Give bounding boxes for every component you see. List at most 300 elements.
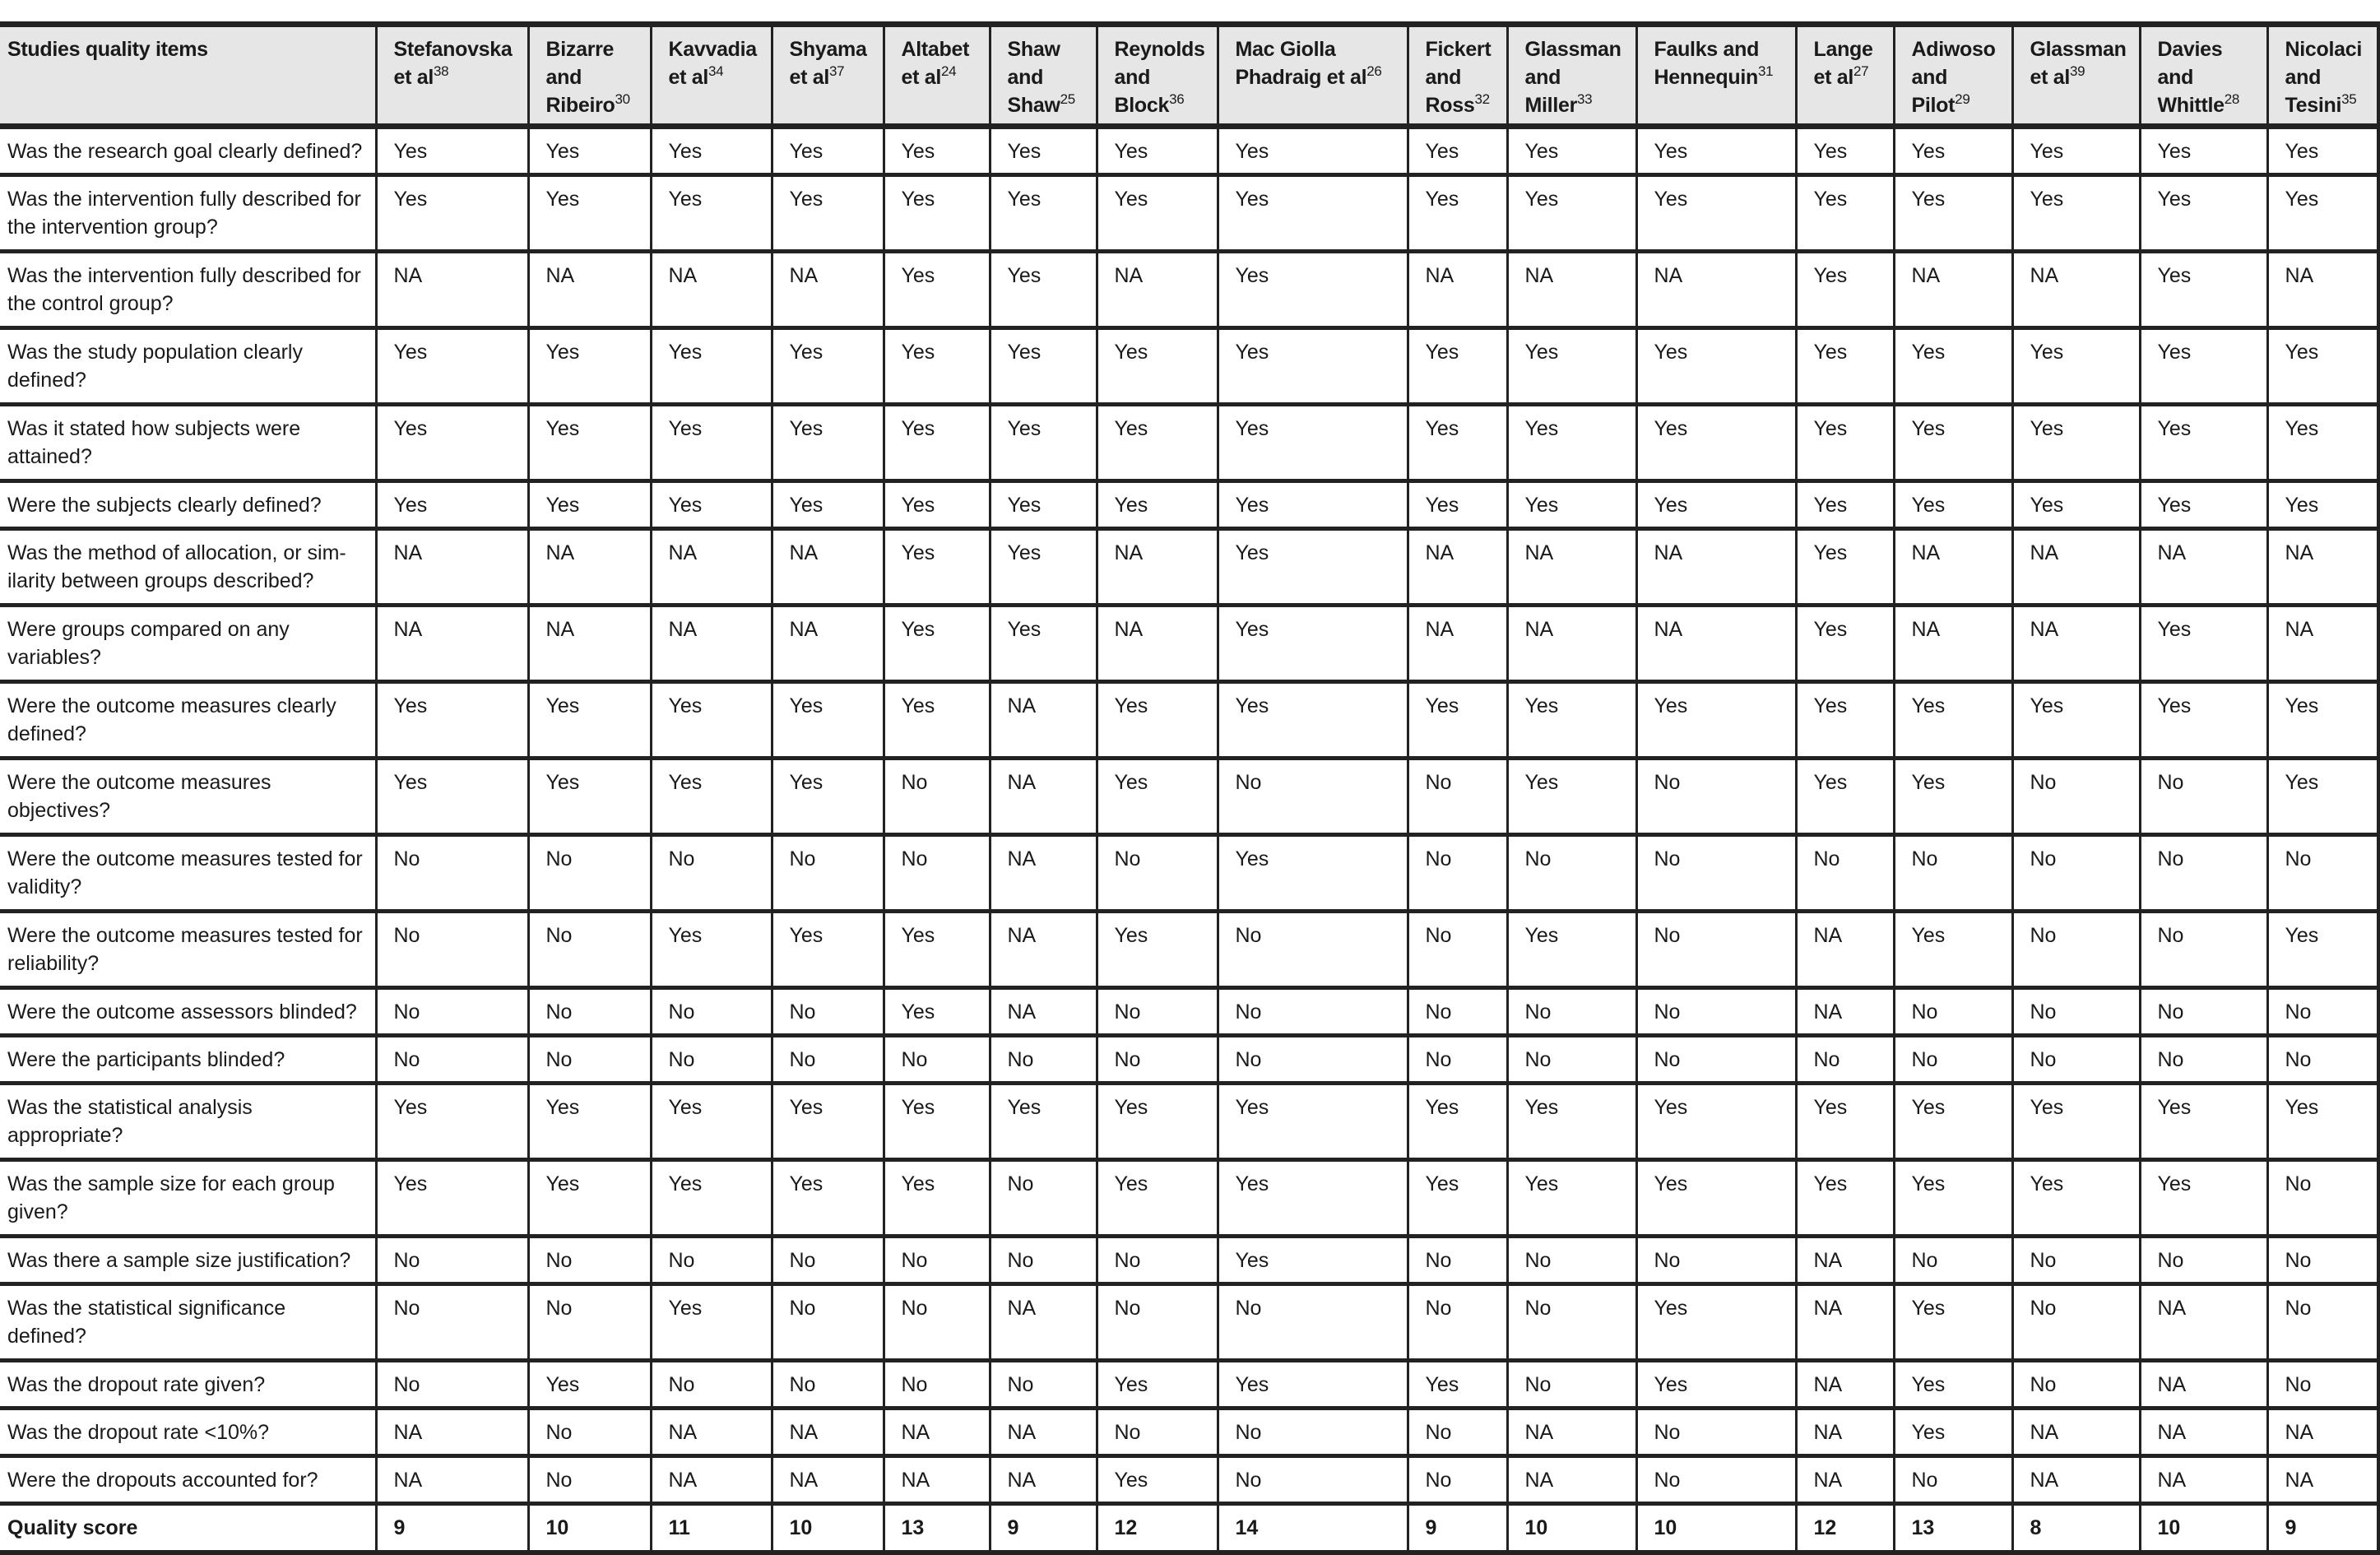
assessment-cell: NA <box>884 1456 990 1504</box>
assessment-cell: Yes <box>1796 252 1894 328</box>
quality-item-label: Was the dropout rate <10%? <box>7 1421 270 1444</box>
assessment-cell: No <box>1894 1036 2012 1084</box>
assessment-cell: Yes <box>1636 328 1796 405</box>
assessment-cell: Yes <box>2140 405 2267 481</box>
assessment-cell: No <box>1218 912 1408 988</box>
assessment-cell: Yes <box>1097 1160 1218 1237</box>
assessment-cell: Yes <box>1636 175 1796 252</box>
assessment-cell: NA <box>2012 529 2140 606</box>
corner-header: Studies quality items <box>0 25 376 127</box>
assessment-cell: NA <box>884 1409 990 1456</box>
assessment-cell: No <box>772 1036 884 1084</box>
assessment-cell: Yes <box>2012 175 2140 252</box>
quality-score-cell: 9 <box>990 1504 1097 1553</box>
assessment-cell: No <box>2140 759 2267 835</box>
assessment-cell: NA <box>2012 606 2140 682</box>
assessment-cell: Yes <box>1507 912 1636 988</box>
assessment-cell: Yes <box>1894 1160 2012 1237</box>
assessment-cell: Yes <box>772 328 884 405</box>
assessment-cell: No <box>1894 1456 2012 1504</box>
assessment-cell: Yes <box>1218 127 1408 175</box>
assessment-cell: Yes <box>990 328 1097 405</box>
assessment-cell: Yes <box>990 127 1097 175</box>
assessment-cell: Yes <box>884 606 990 682</box>
study-name: Davies and Whittle <box>2157 38 2225 117</box>
assessment-cell: Yes <box>376 127 528 175</box>
assessment-cell: Yes <box>1894 405 2012 481</box>
assessment-cell: NA <box>651 252 772 328</box>
study-name: Stefanovska et al <box>393 38 513 89</box>
assessment-cell: Yes <box>2012 481 2140 529</box>
assessment-cell: NA <box>651 1456 772 1504</box>
assessment-cell: Yes <box>651 1284 772 1361</box>
study-column-header <box>990 25 1097 127</box>
assessment-cell: No <box>1507 835 1636 912</box>
assessment-cell: Yes <box>1097 127 1218 175</box>
assessment-cell: Yes <box>651 175 772 252</box>
assessment-cell: No <box>1636 1036 1796 1084</box>
assessment-cell: Yes <box>2267 175 2378 252</box>
assessment-cell: No <box>1218 1456 1408 1504</box>
assessment-cell: No <box>1408 1456 1507 1504</box>
quality-score-cell: 11 <box>651 1504 772 1553</box>
assessment-cell: Yes <box>990 529 1097 606</box>
assessment-cell: Yes <box>2267 912 2378 988</box>
study-column-header <box>1408 25 1507 127</box>
reference-number: 35 <box>2341 91 2357 107</box>
assessment-cell: Yes <box>1097 328 1218 405</box>
assessment-cell: No <box>528 912 651 988</box>
assessment-cell: Yes <box>1097 1361 1218 1409</box>
reference-number: 38 <box>434 63 449 79</box>
assessment-cell: NA <box>772 252 884 328</box>
assessment-cell: Yes <box>1097 759 1218 835</box>
assessment-cell: No <box>1507 1361 1636 1409</box>
study-column-header <box>1636 25 1796 127</box>
assessment-cell: Yes <box>651 912 772 988</box>
assessment-cell: Yes <box>1218 252 1408 328</box>
assessment-cell: Yes <box>1636 481 1796 529</box>
assessment-cell: Yes <box>2012 127 2140 175</box>
assessment-cell: No <box>772 988 884 1036</box>
assessment-cell: Yes <box>651 481 772 529</box>
assessment-cell: No <box>1636 912 1796 988</box>
study-column-header <box>2012 25 2140 127</box>
table-row <box>0 252 2378 328</box>
assessment-cell: No <box>1894 1237 2012 1284</box>
assessment-cell: Yes <box>884 1084 990 1160</box>
assessment-cell: NA <box>1507 606 1636 682</box>
assessment-cell: No <box>772 1361 884 1409</box>
assessment-cell: Yes <box>1507 175 1636 252</box>
assessment-cell: Yes <box>1796 759 1894 835</box>
assessment-cell: NA <box>651 529 772 606</box>
assessment-cell: Yes <box>528 481 651 529</box>
table-row <box>0 1409 2378 1456</box>
assessment-cell: Yes <box>2012 682 2140 759</box>
assessment-cell: No <box>651 1361 772 1409</box>
reference-number: 27 <box>1853 63 1869 79</box>
quality-score-cell: 14 <box>1218 1504 1408 1553</box>
assessment-cell: NA <box>2267 1456 2378 1504</box>
assessment-cell: Yes <box>1636 1361 1796 1409</box>
assessment-cell: Yes <box>2012 328 2140 405</box>
assessment-cell: Yes <box>2140 127 2267 175</box>
assessment-cell: Yes <box>990 175 1097 252</box>
assessment-cell: NA <box>1894 252 2012 328</box>
assessment-cell: Yes <box>1636 1160 1796 1237</box>
assessment-cell: No <box>2267 1160 2378 1237</box>
reference-number: 34 <box>708 63 724 79</box>
assessment-cell: NA <box>1796 1284 1894 1361</box>
study-name: Faulks and Hennequin <box>1654 38 1760 89</box>
assessment-cell: No <box>2267 1284 2378 1361</box>
assessment-cell: Yes <box>651 682 772 759</box>
quality-score-cell: 9 <box>1408 1504 1507 1553</box>
assessment-cell: NA <box>1636 606 1796 682</box>
assessment-cell: No <box>528 1456 651 1504</box>
assessment-cell: Yes <box>1507 481 1636 529</box>
assessment-cell: NA <box>2012 1456 2140 1504</box>
assessment-cell: Yes <box>2140 682 2267 759</box>
assessment-cell: Yes <box>651 1084 772 1160</box>
assessment-cell: Yes <box>1408 682 1507 759</box>
assessment-cell: NA <box>1796 1409 1894 1456</box>
assessment-cell: NA <box>376 1456 528 1504</box>
assessment-cell: Yes <box>1097 175 1218 252</box>
assessment-cell: No <box>528 1237 651 1284</box>
assessment-cell: Yes <box>2267 328 2378 405</box>
quality-score-cell: 13 <box>1894 1504 2012 1553</box>
assessment-cell: Yes <box>376 1084 528 1160</box>
quality-item-label: Were the subjects clearly defined? <box>7 494 322 517</box>
assessment-cell: Yes <box>2140 606 2267 682</box>
assessment-cell: Yes <box>376 405 528 481</box>
quality-item-label: Were the outcome measures objectives? <box>7 771 271 822</box>
table-row <box>0 1284 2378 1361</box>
assessment-cell: Yes <box>528 682 651 759</box>
assessment-cell: Yes <box>1796 1160 1894 1237</box>
assessment-cell: Yes <box>651 405 772 481</box>
assessment-cell: NA <box>376 606 528 682</box>
assessment-cell: No <box>1408 1036 1507 1084</box>
assessment-cell: No <box>772 835 884 912</box>
assessment-cell: No <box>528 1409 651 1456</box>
assessment-cell: Yes <box>651 328 772 405</box>
quality-item-label: Was the intervention fully described for the intervention group? <box>7 188 361 239</box>
assessment-cell: NA <box>1894 606 2012 682</box>
assessment-cell: Yes <box>1408 328 1507 405</box>
assessment-cell: No <box>990 1036 1097 1084</box>
assessment-cell: Yes <box>651 1160 772 1237</box>
assessment-cell: Yes <box>1097 481 1218 529</box>
assessment-cell: No <box>990 1237 1097 1284</box>
assessment-cell: Yes <box>772 1160 884 1237</box>
assessment-cell: NA <box>528 606 651 682</box>
assessment-cell: Yes <box>1218 1361 1408 1409</box>
assessment-cell: NA <box>990 835 1097 912</box>
assessment-cell: NA <box>2140 1456 2267 1504</box>
assessment-cell: Yes <box>772 912 884 988</box>
assessment-cell: NA <box>2140 1361 2267 1409</box>
assessment-cell: Yes <box>1894 175 2012 252</box>
assessment-cell: No <box>651 835 772 912</box>
assessment-cell: Yes <box>1796 175 1894 252</box>
study-name: Kavvadia et al <box>668 38 757 89</box>
quality-item-label: Were the dropouts accounted for? <box>7 1469 318 1492</box>
assessment-cell: Yes <box>651 759 772 835</box>
assessment-cell: Yes <box>1636 127 1796 175</box>
assessment-cell: Yes <box>2012 405 2140 481</box>
assessment-cell: Yes <box>1796 606 1894 682</box>
assessment-cell: Yes <box>990 606 1097 682</box>
quality-score-cell: 10 <box>1636 1504 1796 1553</box>
assessment-cell: Yes <box>1218 606 1408 682</box>
assessment-cell: NA <box>990 1409 1097 1456</box>
assessment-cell: Yes <box>1796 405 1894 481</box>
assessment-cell: No <box>2267 1237 2378 1284</box>
assessment-cell: No <box>990 1160 1097 1237</box>
assessment-cell: Yes <box>528 127 651 175</box>
assessment-cell: Yes <box>884 529 990 606</box>
assessment-cell: Yes <box>990 1084 1097 1160</box>
assessment-cell: NA <box>990 1456 1097 1504</box>
table-row <box>0 1084 2378 1160</box>
assessment-cell: No <box>1636 759 1796 835</box>
assessment-cell: No <box>1507 1036 1636 1084</box>
assessment-cell: Yes <box>1894 127 2012 175</box>
assessment-cell: Yes <box>1218 405 1408 481</box>
assessment-cell: Yes <box>2267 127 2378 175</box>
table-row <box>0 529 2378 606</box>
assessment-cell: Yes <box>990 405 1097 481</box>
assessment-cell: No <box>1408 1409 1507 1456</box>
assessment-cell: Yes <box>772 682 884 759</box>
assessment-cell: No <box>2267 835 2378 912</box>
assessment-cell: Yes <box>2140 252 2267 328</box>
study-column-header <box>2140 25 2267 127</box>
study-column-header <box>528 25 651 127</box>
table-row <box>0 328 2378 405</box>
assessment-cell: No <box>1894 988 2012 1036</box>
table-row <box>0 1361 2378 1409</box>
quality-score-cell: 10 <box>2140 1504 2267 1553</box>
assessment-cell: No <box>376 1036 528 1084</box>
assessment-cell: No <box>2012 835 2140 912</box>
assessment-cell: NA <box>1796 1237 1894 1284</box>
assessment-cell: No <box>1218 988 1408 1036</box>
quality-item-label: Was the research goal clearly defined? <box>7 140 363 163</box>
study-name: Fickert and Ross <box>1425 38 1492 117</box>
assessment-cell: Yes <box>376 175 528 252</box>
assessment-cell: NA <box>2012 252 2140 328</box>
assessment-cell: No <box>376 835 528 912</box>
quality-score-cell: 9 <box>2267 1504 2378 1553</box>
assessment-cell: No <box>528 1036 651 1084</box>
assessment-cell: Yes <box>884 481 990 529</box>
assessment-cell: NA <box>772 1456 884 1504</box>
study-name: Glassman et al <box>2030 38 2127 89</box>
assessment-cell: No <box>1408 835 1507 912</box>
assessment-cell: Yes <box>1507 759 1636 835</box>
quality-item-label: Were the outcome measures tested for reliability? <box>7 924 363 975</box>
header-row <box>0 25 2378 127</box>
study-column-header <box>1796 25 1894 127</box>
reference-number: 31 <box>1757 63 1774 79</box>
assessment-cell: Yes <box>1218 1084 1408 1160</box>
assessment-cell: Yes <box>1636 1084 1796 1160</box>
quality-item-label: Was the method of allocation, or sim-ilarity between groups described? <box>7 541 346 592</box>
assessment-cell: Yes <box>2140 328 2267 405</box>
assessment-cell: Yes <box>1636 405 1796 481</box>
assessment-cell: NA <box>1636 529 1796 606</box>
assessment-cell: No <box>651 1237 772 1284</box>
assessment-cell: Yes <box>2140 1160 2267 1237</box>
assessment-cell: Yes <box>1507 127 1636 175</box>
assessment-cell: No <box>1218 759 1408 835</box>
assessment-cell: NA <box>376 529 528 606</box>
assessment-cell: Yes <box>1894 912 2012 988</box>
quality-assessment-table <box>0 21 2380 1555</box>
study-column-header <box>1218 25 1408 127</box>
assessment-cell: Yes <box>1507 1160 1636 1237</box>
assessment-cell: No <box>2012 1361 2140 1409</box>
study-name: Glassman and Miller <box>1524 38 1621 117</box>
assessment-cell: NA <box>2140 529 2267 606</box>
assessment-cell: Yes <box>1894 759 2012 835</box>
assessment-cell: No <box>1408 912 1507 988</box>
assessment-cell: Yes <box>528 405 651 481</box>
assessment-cell: NA <box>1097 606 1218 682</box>
reference-number: 24 <box>941 63 957 79</box>
assessment-cell: NA <box>990 1284 1097 1361</box>
reference-number: 39 <box>2070 63 2085 79</box>
assessment-cell: Yes <box>1408 127 1507 175</box>
assessment-cell: No <box>528 1284 651 1361</box>
assessment-cell: Yes <box>990 481 1097 529</box>
assessment-cell: NA <box>990 759 1097 835</box>
assessment-cell: Yes <box>1408 405 1507 481</box>
assessment-cell: No <box>772 1237 884 1284</box>
study-name: Nicolaci and Tesini <box>2285 38 2362 117</box>
assessment-cell: Yes <box>884 127 990 175</box>
assessment-cell: No <box>1894 835 2012 912</box>
assessment-cell: NA <box>1408 606 1507 682</box>
study-column-header <box>1097 25 1218 127</box>
assessment-cell: Yes <box>884 682 990 759</box>
table-row <box>0 835 2378 912</box>
assessment-cell: NA <box>1507 252 1636 328</box>
assessment-cell: Yes <box>2140 1084 2267 1160</box>
quality-score-cell: 10 <box>1507 1504 1636 1553</box>
assessment-cell: No <box>376 1284 528 1361</box>
assessment-cell: No <box>2140 1036 2267 1084</box>
table-row <box>0 1237 2378 1284</box>
assessment-cell: Yes <box>1894 481 2012 529</box>
table-row <box>0 988 2378 1036</box>
table-row <box>0 481 2378 529</box>
quality-item-label: Was there a sample size justification? <box>7 1249 351 1272</box>
reference-number: 30 <box>615 91 630 107</box>
assessment-cell: Yes <box>772 759 884 835</box>
assessment-cell: No <box>772 1284 884 1361</box>
assessment-cell: Yes <box>1796 1084 1894 1160</box>
assessment-cell: No <box>1636 1456 1796 1504</box>
assessment-cell: NA <box>1408 252 1507 328</box>
assessment-cell: NA <box>1796 912 1894 988</box>
quality-score-cell: 8 <box>2012 1504 2140 1553</box>
assessment-cell: Yes <box>1218 682 1408 759</box>
assessment-cell: Yes <box>1218 175 1408 252</box>
assessment-cell: No <box>1507 1284 1636 1361</box>
assessment-cell: NA <box>1894 529 2012 606</box>
study-column-header <box>376 25 528 127</box>
assessment-cell: Yes <box>1408 1361 1507 1409</box>
assessment-cell: No <box>651 1036 772 1084</box>
study-name: Altabet et al <box>901 38 970 89</box>
assessment-cell: Yes <box>884 328 990 405</box>
assessment-cell: Yes <box>1097 912 1218 988</box>
assessment-cell: Yes <box>1408 1160 1507 1237</box>
study-column-header <box>884 25 990 127</box>
assessment-cell: No <box>884 1284 990 1361</box>
reference-number: 26 <box>1366 63 1382 79</box>
assessment-cell: No <box>1218 1284 1408 1361</box>
study-name: Reynolds and Block <box>1114 38 1205 117</box>
reference-number: 25 <box>1060 91 1075 107</box>
assessment-cell: Yes <box>1408 481 1507 529</box>
assessment-cell: NA <box>1507 529 1636 606</box>
assessment-cell: No <box>376 1237 528 1284</box>
reference-number: 36 <box>1169 91 1185 107</box>
assessment-cell: NA <box>1636 252 1796 328</box>
assessment-cell: Yes <box>528 1361 651 1409</box>
assessment-cell: No <box>2140 912 2267 988</box>
assessment-cell: Yes <box>1796 481 1894 529</box>
assessment-cell: No <box>1636 988 1796 1036</box>
assessment-cell: No <box>1097 988 1218 1036</box>
reference-number: 29 <box>1955 91 1970 107</box>
quality-score-cell: 12 <box>1097 1504 1218 1553</box>
assessment-cell: NA <box>772 1409 884 1456</box>
quality-item-label: Was the dropout rate given? <box>7 1373 266 1396</box>
assessment-cell: Yes <box>2267 481 2378 529</box>
assessment-cell: No <box>2012 1237 2140 1284</box>
assessment-cell: NA <box>2140 1409 2267 1456</box>
assessment-cell: No <box>884 1237 990 1284</box>
assessment-cell: No <box>2267 1361 2378 1409</box>
assessment-cell: Yes <box>1796 529 1894 606</box>
study-name: Shaw and Shaw <box>1007 38 1060 117</box>
assessment-cell: Yes <box>376 328 528 405</box>
study-name: Bizarre and Ribeiro <box>545 38 615 117</box>
assessment-cell: Yes <box>1796 127 1894 175</box>
assessment-cell: Yes <box>772 405 884 481</box>
assessment-cell: Yes <box>1507 328 1636 405</box>
assessment-cell: No <box>1507 988 1636 1036</box>
assessment-cell: Yes <box>1408 1084 1507 1160</box>
assessment-cell: Yes <box>772 481 884 529</box>
assessment-cell: NA <box>376 252 528 328</box>
assessment-cell: Yes <box>1218 481 1408 529</box>
assessment-cell: Yes <box>1097 405 1218 481</box>
table-row <box>0 682 2378 759</box>
assessment-cell: NA <box>2267 606 2378 682</box>
assessment-cell: Yes <box>1636 1284 1796 1361</box>
study-column-header <box>1507 25 1636 127</box>
assessment-cell: No <box>1218 1036 1408 1084</box>
assessment-cell: Yes <box>1796 682 1894 759</box>
